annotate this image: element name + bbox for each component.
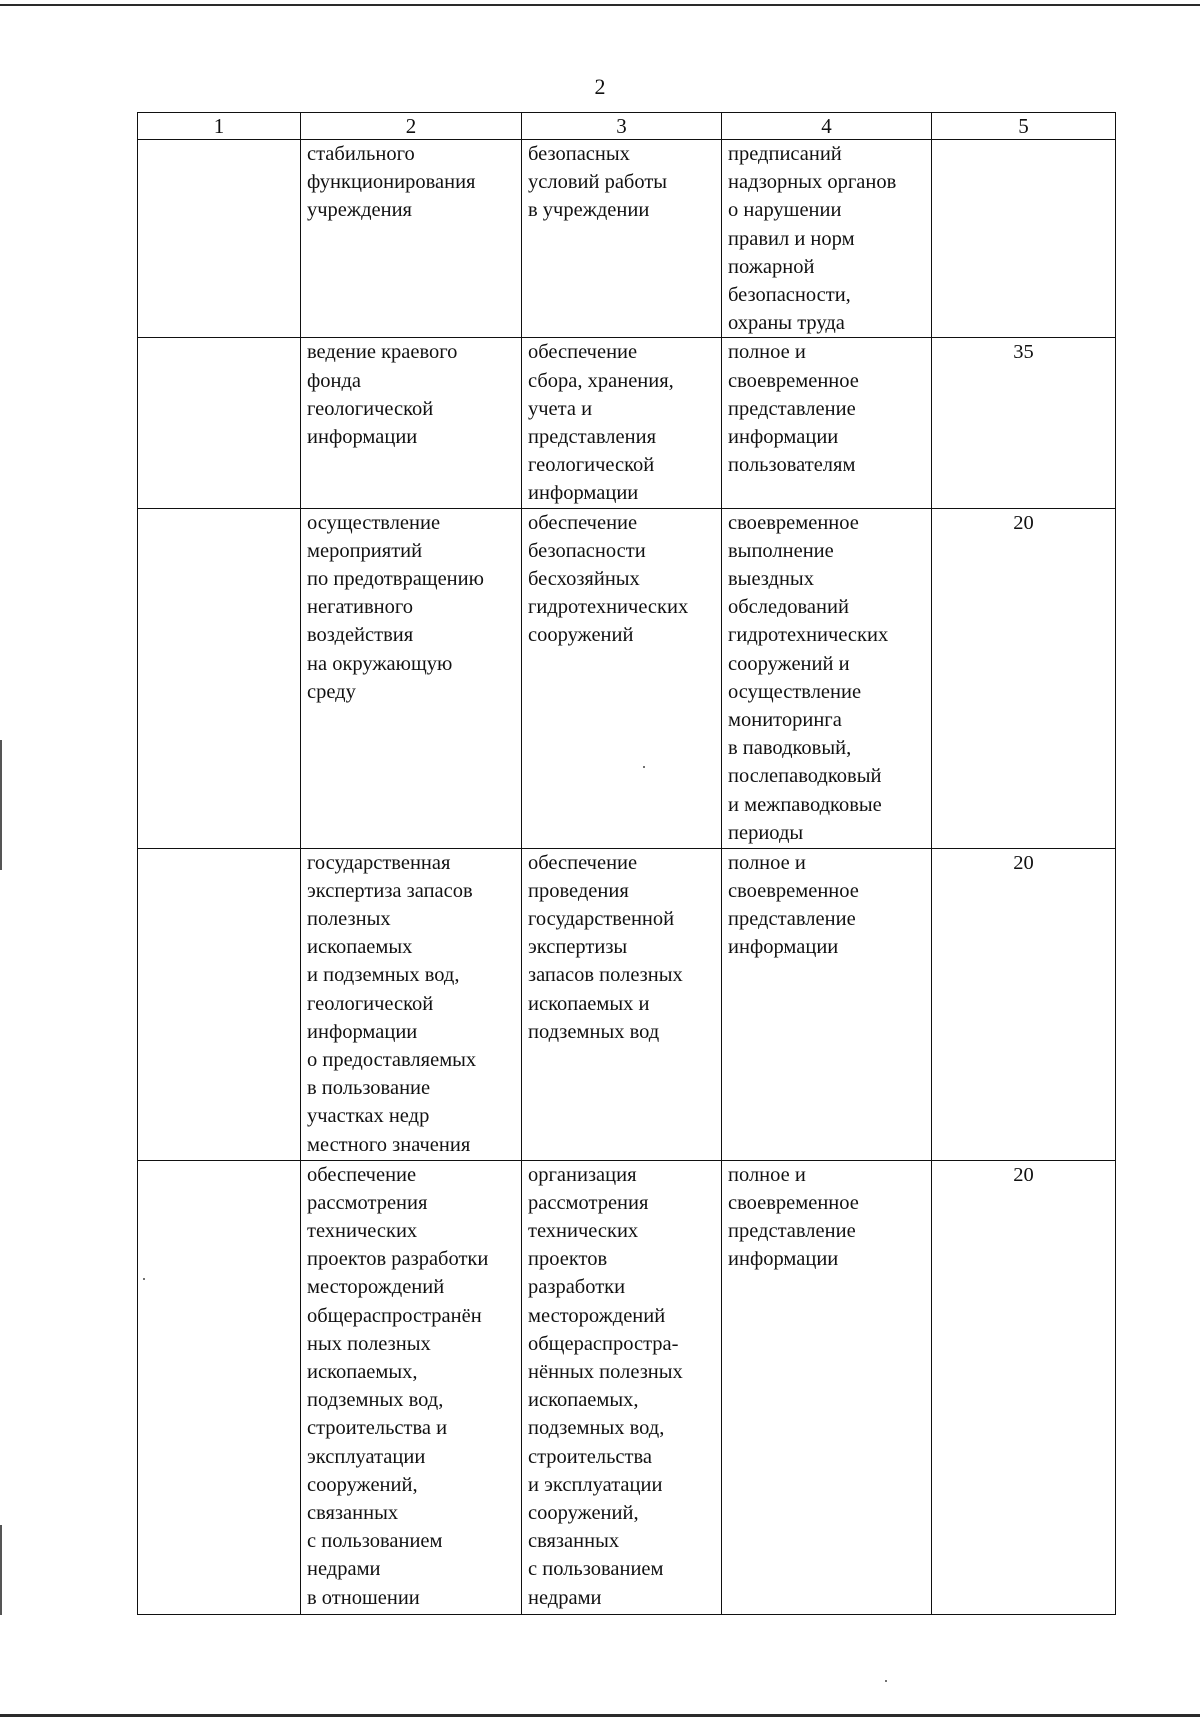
cell-col1 (138, 338, 301, 508)
cell-col2: осуществление мероприятий по предотвращению негативного воздействия на окружающую среду (301, 508, 522, 848)
header-cell-4: 4 (722, 113, 932, 140)
scan-speck (143, 1278, 145, 1280)
cell-col3: безопасных условий работы в учреждении (522, 140, 722, 338)
cell-col4: полное и своевременное представление информации пользователям (722, 338, 932, 508)
cell-col3: организация рассмотрения технических проектов разработки месторождений общераспростра- нённых полезных ископаемых, подземных вод, строительства и эксплуатации сооружений, связанных с пользованием недрами (522, 1160, 722, 1614)
cell-col5: 20 (932, 1160, 1116, 1614)
header-cell-2: 2 (301, 113, 522, 140)
header-cell-3: 3 (522, 113, 722, 140)
cell-col1 (138, 848, 301, 1160)
cell-col1 (138, 1160, 301, 1614)
header-cell-1: 1 (138, 113, 301, 140)
cell-col4: полное и своевременное представление информации (722, 848, 932, 1160)
scan-edge-bottom (0, 1714, 1200, 1717)
cell-col1 (138, 140, 301, 338)
table-header-row (138, 113, 1116, 140)
table-row (138, 508, 1116, 848)
scan-edge-left-mark (0, 1525, 2, 1615)
cell-col5: 20 (932, 508, 1116, 848)
scan-speck (643, 766, 645, 768)
scan-speck (885, 1680, 887, 1682)
scan-edge-top (0, 4, 1200, 6)
table-row (138, 338, 1116, 508)
cell-col5: 35 (932, 338, 1116, 508)
cell-col1 (138, 508, 301, 848)
cell-col2: государственная экспертиза запасов полезных ископаемых и подземных вод, геологической информации о предоставляемых в пользование участках недр местного значения (301, 848, 522, 1160)
cell-col4: предписаний надзорных органов о нарушении правил и норм пожарной безопасности, охраны труда (722, 140, 932, 338)
page-number: 2 (594, 74, 606, 99)
table-row (138, 1160, 1116, 1614)
cell-col3: обеспечение сбора, хранения, учета и представления геологической информации (522, 338, 722, 508)
cell-col2: стабильного функционирования учреждения (301, 140, 522, 338)
header-cell-5: 5 (932, 113, 1116, 140)
cell-col2: обеспечение рассмотрения технических проектов разработки месторождений общераспространён ных полезных ископаемых, подземных вод, строительства и эксплуатации сооружений, связанных с пользованием недрами в отношении (301, 1160, 522, 1614)
scan-edge-left-mark (0, 740, 2, 870)
cell-col2: ведение краевого фонда геологической информации (301, 338, 522, 508)
cell-col3: обеспечение безопасности бесхозяйных гидротехнических сооружений (522, 508, 722, 848)
cell-col4: полное и своевременное представление информации (722, 1160, 932, 1614)
cell-col5: 20 (932, 848, 1116, 1160)
document-table (137, 112, 1116, 1615)
cell-col4: своевременное выполнение выездных обследований гидротехнических сооружений и осуществление мониторинга в паводковый, послепаводковый и межпаводковые периоды (722, 508, 932, 848)
table-row (138, 140, 1116, 338)
table-row (138, 848, 1116, 1160)
cell-col3: обеспечение проведения государственной экспертизы запасов полезных ископаемых и подземных вод (522, 848, 722, 1160)
cell-col5 (932, 140, 1116, 338)
